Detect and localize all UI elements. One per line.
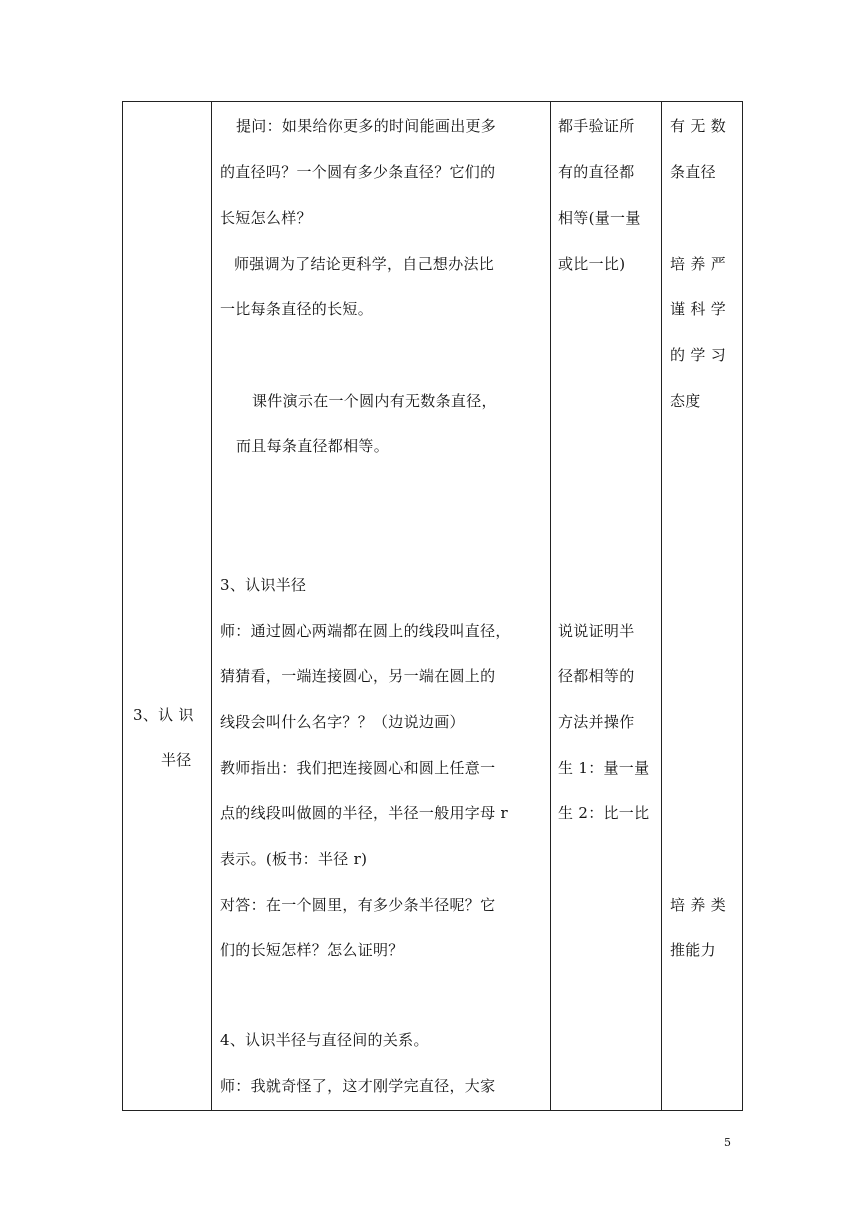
- activity-line: 相等(量一量: [558, 209, 641, 227]
- intent-line: 的 学 习: [670, 346, 727, 364]
- intent-line: 培 养 严: [670, 255, 727, 273]
- content-line: 线段会叫什么名字？？（边说边画）: [220, 713, 465, 731]
- page-number: 5: [724, 1136, 731, 1149]
- activity-line: 说说证明半: [558, 622, 635, 640]
- section-label-line: 半径: [161, 751, 192, 769]
- design-intent-cell: [662, 102, 743, 1111]
- activity-line: 或比一比): [558, 255, 626, 273]
- content-line: 的直径吗？一个圆有多少条直径？它们的: [220, 163, 496, 181]
- content-line: 课件演示在一个圆内有无数条直径，: [252, 392, 497, 410]
- student-activity-cell: [551, 102, 662, 1111]
- content-line: 师：通过圆心两端都在圆上的线段叫直径，: [220, 622, 511, 640]
- activity-line: 都手验证所: [558, 117, 635, 135]
- content-line: 而且每条直径都相等。: [236, 437, 390, 455]
- table-row: [123, 102, 743, 1111]
- content-line: 一比每条直径的长短。: [220, 300, 374, 318]
- content-line: 提问：如果给你更多的时间能画出更多: [236, 117, 497, 135]
- intent-line: 谨 科 学: [670, 300, 727, 318]
- content-line: 师：我就奇怪了，这才刚学完直径，大家: [220, 1077, 496, 1095]
- activity-line: 方法并操作: [558, 713, 635, 731]
- content-line: 点的线段叫做圆的半径，半径一般用字母 r: [220, 804, 508, 822]
- activity-line: 生 1：量一量: [558, 759, 650, 777]
- content-line: 们的长短怎样？怎么证明？: [220, 941, 404, 959]
- intent-line: 推能力: [670, 941, 716, 959]
- section-label-cell: [123, 102, 212, 1111]
- content-line: 对答：在一个圆里，有多少条半径呢？它: [220, 896, 496, 914]
- activity-line: 有的直径都: [558, 163, 635, 181]
- section-heading: 3、认识半径: [220, 576, 307, 594]
- content-line: 表示。(板书：半径 r): [220, 850, 368, 868]
- intent-line: 条直径: [670, 163, 716, 181]
- intent-line: 有 无 数: [670, 117, 727, 135]
- content-line: 师强调为了结论更科学，自己想办法比: [234, 255, 495, 273]
- content-line: 教师指出：我们把连接圆心和圆上任意一: [220, 759, 496, 777]
- section-heading: 4、认识半径与直径间的关系。: [220, 1031, 429, 1049]
- lesson-plan-table: [122, 101, 743, 1111]
- intent-line: 培 养 类: [670, 896, 727, 914]
- content-line: 猜猜看，一端连接圆心，另一端在圆上的: [220, 667, 496, 685]
- teaching-content-cell: [212, 102, 551, 1111]
- activity-line: 径都相等的: [558, 667, 635, 685]
- content-line: 长短怎么样？: [220, 209, 312, 227]
- section-label-line: 3、认 识: [133, 706, 194, 724]
- intent-line: 态度: [670, 392, 701, 410]
- activity-line: 生 2：比一比: [558, 804, 650, 822]
